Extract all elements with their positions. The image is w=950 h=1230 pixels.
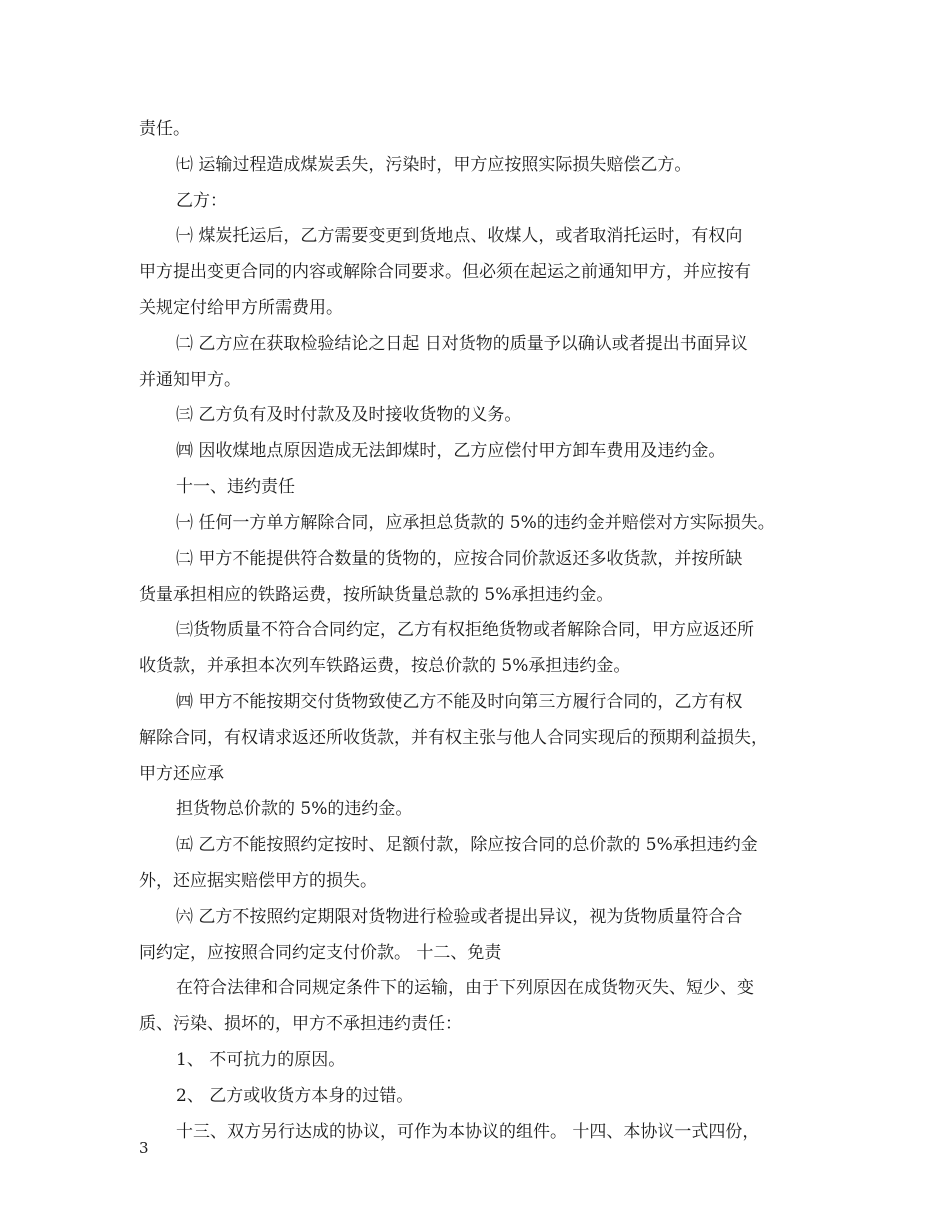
list-item: 1、 不可抗力的原因。 bbox=[176, 1050, 346, 1070]
text-line: 同约定，应按照合同约定支付价款。 十二、免责 bbox=[139, 943, 502, 963]
text-line: 解除合同，有权请求返还所收货款，并有权主张与他人合同实现后的预期利益损失， bbox=[139, 728, 768, 748]
text-line: ㈥ 乙方不按照约定期限对货物进行检验或者提出异议，视为货物质量符合合 bbox=[176, 907, 743, 927]
text-line: 收货款，并承担本次列车铁路运费，按总价款的 5%承担违约金。 bbox=[139, 656, 631, 676]
text-line: ㈡ 乙方应在获取检验结论之日起 日对货物的质量予以确认或者提出书面异议 bbox=[176, 334, 748, 354]
text-line: 担货物总价款的 5%的违约金。 bbox=[176, 799, 413, 819]
text-line: 外，还应据实赔偿甲方的损失。 bbox=[139, 871, 377, 891]
text-line: ㈢货物质量不符合合同约定，乙方有权拒绝货物或者解除合同，甲方应返还所 bbox=[176, 620, 754, 640]
text-line: 甲方还应承 bbox=[139, 764, 224, 784]
text-line: 关规定付给甲方所需费用。 bbox=[139, 298, 343, 318]
list-item: 2、 乙方或收货方本身的过错。 bbox=[176, 1086, 414, 1106]
text-line: 货量承担相应的铁路运费，按所缺货量总款的 5%承担违约金。 bbox=[139, 585, 614, 605]
page-number: 3 bbox=[139, 1139, 149, 1157]
text-line: 十三、双方另行达成的协议，可作为本协议的组件。 十四、本协议一式四份， bbox=[176, 1122, 760, 1142]
text-line: ㈠ 任何一方单方解除合同，应承担总货款的 5%的违约金并赔偿对方实际损失。 bbox=[176, 513, 775, 533]
text-line: 并通知甲方。 bbox=[139, 370, 241, 390]
text-line: ㈦ 运输过程造成煤炭丢失，污染时，甲方应按照实际损失赔偿乙方。 bbox=[176, 155, 692, 175]
text-line: ㈢ 乙方负有及时付款及及时接收货物的义务。 bbox=[176, 405, 522, 425]
text-line: 乙方： bbox=[176, 191, 227, 211]
text-line: 质、污染、损坏的，甲方不承担违约责任： bbox=[139, 1014, 462, 1034]
text-line: ㈡ 甲方不能提供符合数量的货物的，应按合同价款返还多收货款，并按所缺 bbox=[176, 549, 743, 569]
text-line: 责任。 bbox=[139, 119, 190, 139]
text-line: 甲方提出变更合同的内容或解除合同要求。但必须在起运之前通知甲方，并应按有 bbox=[139, 262, 751, 282]
section-heading: 十一、违约责任 bbox=[176, 477, 295, 497]
text-line: ㈣ 甲方不能按期交付货物致使乙方不能及时向第三方履行合同的，乙方有权 bbox=[176, 692, 743, 712]
text-line: ㈠ 煤炭托运后，乙方需要变更到货地点、收煤人，或者取消托运时，有权向 bbox=[176, 226, 743, 246]
text-line: 在符合法律和合同规定条件下的运输，由于下列原因在成货物灭失、短少、变 bbox=[176, 978, 754, 998]
text-line: ㈤ 乙方不能按照约定按时、足额付款，除应按合同的总价款的 5%承担违约金 bbox=[176, 835, 758, 855]
text-line: ㈣ 因收煤地点原因造成无法卸煤时，乙方应偿付甲方卸车费用及违约金。 bbox=[176, 441, 726, 461]
